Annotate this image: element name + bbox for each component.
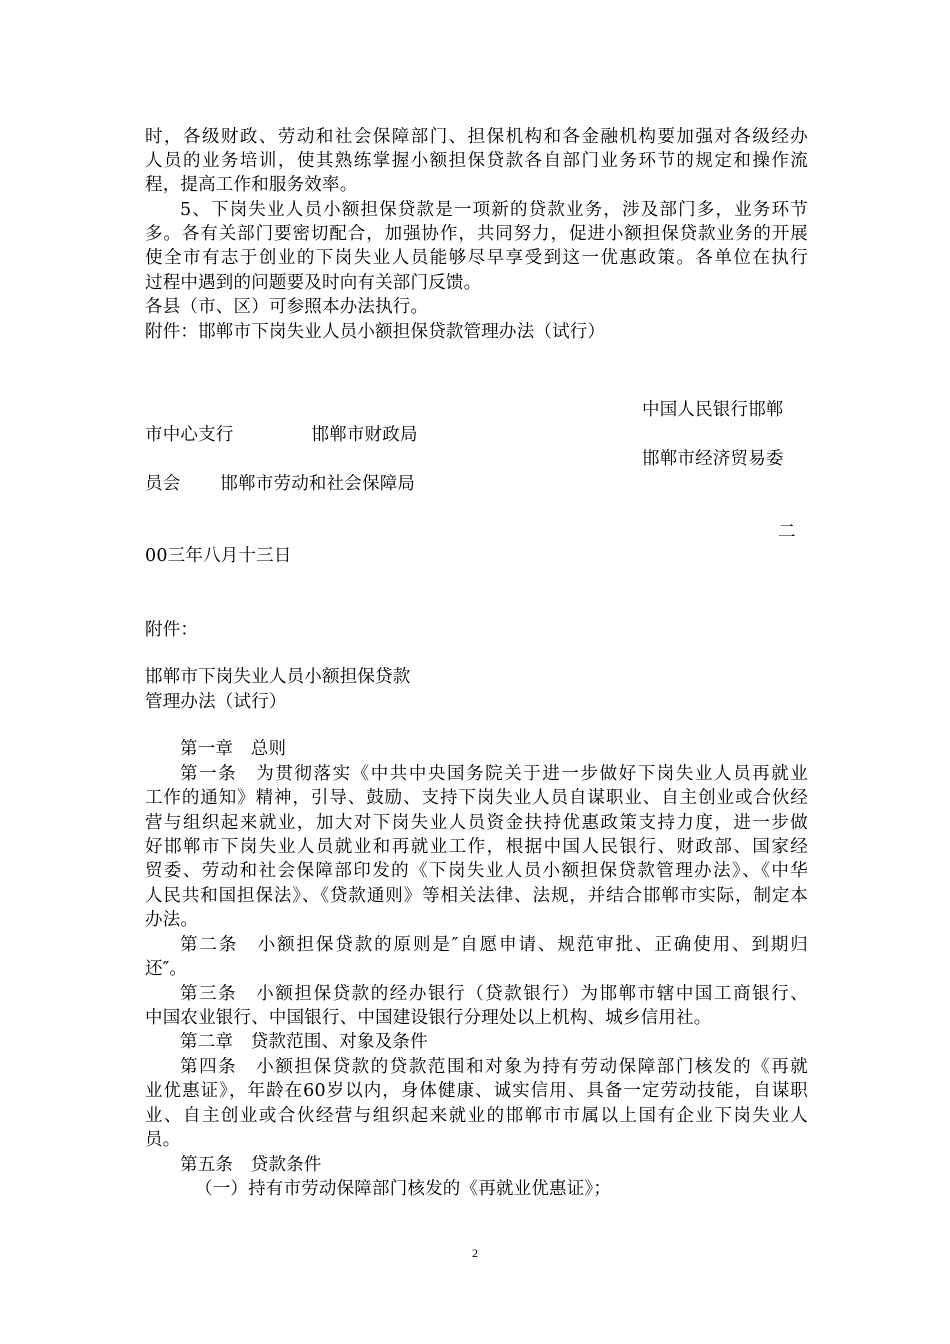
paragraph-line: 人员的业务培训，使其熟练掌握小额担保贷款各自部门业务环节的规定和操作流	[145, 151, 808, 171]
attachment-title: 邯郸市下岗失业人员小额担保贷款	[145, 667, 411, 687]
article-line: 第二条 小额担保贷款的原则是″自愿申请、规范审批、正确使用、到期归	[180, 935, 808, 955]
signature-labor-bureau: 邯郸市劳动和社会保障局	[220, 474, 416, 494]
article-line: 业、自主创业或合伙经营与组织起来就业的邯郸市市属以上国有企业下岗失业人	[145, 1106, 808, 1126]
article-line: 第一条 为贯彻落实《中共中央国务院关于进一步做好下岗失业人员再就业	[180, 764, 808, 784]
signature-economic-commission: 邯郸市经济贸易委	[642, 449, 784, 469]
article-line: 员。	[145, 1130, 181, 1150]
signature-line	[145, 472, 415, 496]
signature-finance-bureau: 邯郸市财政局	[311, 425, 418, 445]
signature-pboc: 中国人民银行邯郸	[642, 400, 784, 420]
paragraph-line: 5、下岗失业人员小额担保贷款是一项新的贷款业务，涉及部门多，业务环节	[180, 200, 808, 220]
signature-economic-commission-cont: 员会	[145, 474, 181, 494]
paragraph-line: 程，提高工作和服务效率。	[145, 175, 358, 195]
article-line: 营与组织起来就业，加大对下岗失业人员资金扶持优惠政策支持力度，进一步做	[145, 813, 808, 833]
article-line: 还″。	[145, 959, 188, 979]
article-line: 业优惠证》，年龄在60岁以内，身体健康、诚实信用、具备一定劳动技能，自谋职	[145, 1081, 808, 1101]
signature-line	[145, 423, 418, 447]
paragraph-line: 多。各有关部门要密切配合，加强协作，共同努力，促进小额担保贷款业务的开展	[145, 224, 808, 244]
paragraph-line: 过程中遇到的问题要及时向有关部门反馈。	[145, 273, 482, 293]
chapter-heading: 第一章 总则	[180, 739, 287, 759]
article-line: 贸委、劳动和社会保障部印发的《下岗失业人员小额担保贷款管理办法》、《中华	[145, 861, 808, 881]
article-line: 第五条 贷款条件	[180, 1155, 322, 1175]
chapter-heading: 第二章 贷款范围、对象及条件	[180, 1032, 428, 1052]
signature-pboc-cont: 市中心支行	[145, 425, 234, 445]
article-line: 好邯郸市下岗失业人员就业和再就业工作，根据中国人民银行、财政部、国家经	[145, 837, 808, 857]
date-line: 二	[778, 522, 796, 542]
attachment-reference: 附件：邯郸市下岗失业人员小额担保贷款管理办法（试行）	[145, 322, 606, 342]
paragraph-line: 时，各级财政、劳动和社会保障部门、担保机构和各金融机构要加强对各级经办	[145, 127, 808, 147]
paragraph-line: 使全市有志于创业的下岗失业人员能够尽早享受到这一优惠政策。各单位在执行	[145, 248, 808, 268]
article-line: 第四条 小额担保贷款的贷款范围和对象为持有劳动保障部门核发的《再就	[180, 1057, 808, 1077]
page-number: 2	[472, 1246, 478, 1260]
article-line: 人民共和国担保法》、《贷款通则》等相关法律、法规，并结合邯郸市实际，制定本	[145, 886, 808, 906]
date-line: 00三年八月十三日	[145, 546, 292, 566]
attachment-label: 附件：	[145, 620, 199, 640]
list-item: （一）持有市劳动保障部门核发的《再就业优惠证》；	[195, 1179, 612, 1199]
paragraph-line: 各县（市、区）可参照本办法执行。	[145, 297, 429, 317]
article-line: 工作的通知》精神，引导、鼓励、支持下岗失业人员自谋职业、自主创业或合伙经	[145, 788, 808, 808]
attachment-title: 管理办法（试行）	[145, 692, 287, 712]
article-line: 中国农业银行、中国银行、中国建设银行分理处以上机构、城乡信用社。	[145, 1008, 712, 1028]
article-line: 第三条 小额担保贷款的经办银行（贷款银行）为邯郸市辖中国工商银行、	[180, 984, 808, 1004]
article-line: 办法。	[145, 910, 199, 930]
